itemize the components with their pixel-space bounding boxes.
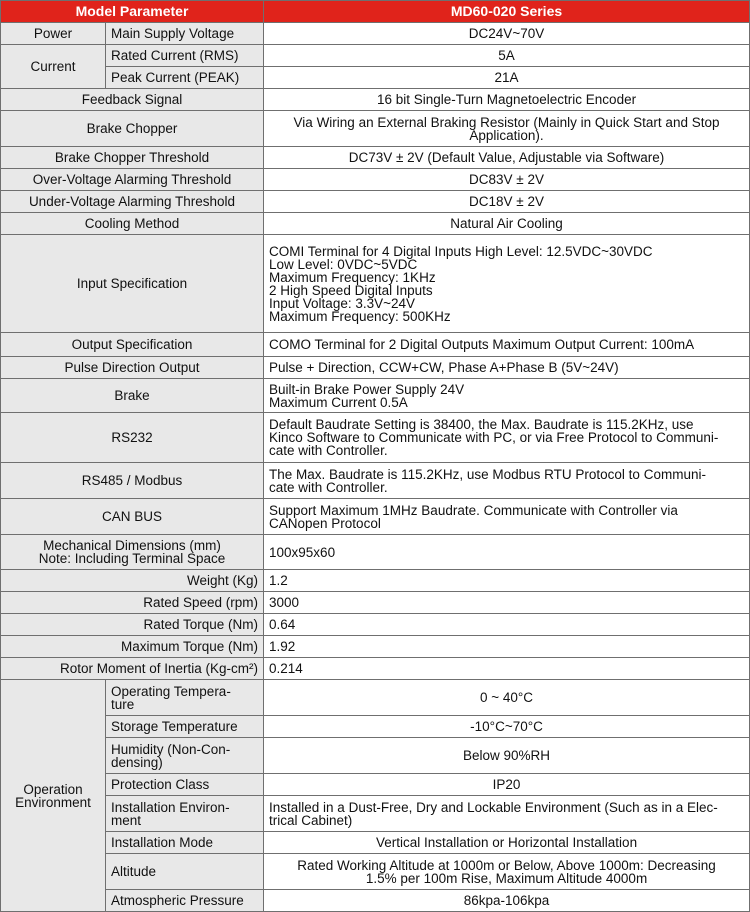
table-row <box>1 235 750 333</box>
power-sub-label: Main Supply Voltage <box>106 23 264 45</box>
under-voltage-label: Under-Voltage Alarming Threshold <box>1 191 264 213</box>
header-row <box>1 1 750 23</box>
canbus-label: CAN BUS <box>1 499 264 535</box>
rated-torque-value: 0.64 <box>264 614 750 636</box>
table-row <box>1 89 750 111</box>
protection-value: IP20 <box>264 774 750 796</box>
environment-label: Operation Environment <box>1 680 106 912</box>
cooling-value: Natural Air Cooling <box>264 213 750 235</box>
rated-speed-value: 3000 <box>264 592 750 614</box>
table-row <box>1 111 750 147</box>
feedback-label: Feedback Signal <box>1 89 264 111</box>
installation-env-label: Installation Environ- ment <box>106 796 264 832</box>
canbus-value: Support Maximum 1MHz Baudrate. Communicate with Controller via CANopen Protocol <box>264 499 750 535</box>
table-row <box>1 570 750 592</box>
output-spec-value: COMO Terminal for 2 Digital Outputs Maximum Output Current: 100mA <box>264 333 750 357</box>
table-row <box>1 854 750 890</box>
inertia-label: Rotor Moment of Inertia (Kg-cm²) <box>1 658 264 680</box>
operating-temp-label: Operating Tempera- ture <box>106 680 264 716</box>
installation-mode-label: Installation Mode <box>106 832 264 854</box>
table-row <box>1 333 750 357</box>
weight-value: 1.2 <box>264 570 750 592</box>
storage-temp-value: -10°C~70°C <box>264 716 750 738</box>
rs485-value: The Max. Baudrate is 115.2KHz, use Modbus RTU Protocol to Communi- cate with Controller. <box>264 463 750 499</box>
table-row <box>1 716 750 738</box>
input-spec-label: Input Specification <box>1 235 264 333</box>
rs485-label: RS485 / Modbus <box>1 463 264 499</box>
table-row <box>1 592 750 614</box>
over-voltage-label: Over-Voltage Alarming Threshold <box>1 169 264 191</box>
over-voltage-value: DC83V ± 2V <box>264 169 750 191</box>
operating-temp-value: 0 ~ 40°C <box>264 680 750 716</box>
brake-chopper-label: Brake Chopper <box>1 111 264 147</box>
table-row <box>1 45 750 67</box>
table-row <box>1 499 750 535</box>
current-label: Current <box>1 45 106 89</box>
pulse-direction-value: Pulse + Direction, CCW+CW, Phase A+Phase B (5V~24V) <box>264 357 750 379</box>
humidity-label: Humidity (Non-Con- densing) <box>106 738 264 774</box>
protection-label: Protection Class <box>106 774 264 796</box>
table-row <box>1 796 750 832</box>
pressure-label: Atmospheric Pressure <box>106 890 264 912</box>
brake-label: Brake <box>1 379 264 413</box>
dimensions-label: Mechanical Dimensions (mm) Note: Including Terminal Space <box>1 535 264 570</box>
peak-current-value: 21A <box>264 67 750 89</box>
power-value: DC24V~70V <box>264 23 750 45</box>
brake-chopper-threshold-label: Brake Chopper Threshold <box>1 147 264 169</box>
table-row <box>1 774 750 796</box>
rated-torque-label: Rated Torque (Nm) <box>1 614 264 636</box>
pulse-direction-label: Pulse Direction Output <box>1 357 264 379</box>
table-row <box>1 191 750 213</box>
rs232-value: Default Baudrate Setting is 38400, the Max. Baudrate is 115.2KHz, use Kinco Software to Communicate with PC, or via Free Protocol to Communi- cate with Controller. <box>264 413 750 463</box>
under-voltage-value: DC18V ± 2V <box>264 191 750 213</box>
cooling-label: Cooling Method <box>1 213 264 235</box>
table-row <box>1 738 750 774</box>
dimensions-value: 100x95x60 <box>264 535 750 570</box>
pressure-value: 86kpa-106kpa <box>264 890 750 912</box>
feedback-value: 16 bit Single-Turn Magnetoelectric Encoder <box>264 89 750 111</box>
brake-chopper-threshold-value: DC73V ± 2V (Default Value, Adjustable via Software) <box>264 147 750 169</box>
max-torque-value: 1.92 <box>264 636 750 658</box>
table-row <box>1 614 750 636</box>
table-row <box>1 535 750 570</box>
table-row <box>1 169 750 191</box>
header-parameter: Model Parameter <box>1 1 264 23</box>
table-row <box>1 463 750 499</box>
weight-label: Weight (Kg) <box>1 570 264 592</box>
altitude-label: Altitude <box>106 854 264 890</box>
table-row <box>1 379 750 413</box>
table-row <box>1 23 750 45</box>
storage-temp-label: Storage Temperature <box>106 716 264 738</box>
table-row <box>1 413 750 463</box>
inertia-value: 0.214 <box>264 658 750 680</box>
max-torque-label: Maximum Torque (Nm) <box>1 636 264 658</box>
table-row <box>1 680 750 716</box>
table-row <box>1 658 750 680</box>
rs232-label: RS232 <box>1 413 264 463</box>
table-row <box>1 832 750 854</box>
installation-mode-value: Vertical Installation or Horizontal Installation <box>264 832 750 854</box>
header-model: MD60-020 Series <box>264 1 750 23</box>
table-row <box>1 890 750 912</box>
output-spec-label: Output Specification <box>1 333 264 357</box>
rated-current-value: 5A <box>264 45 750 67</box>
table-row <box>1 213 750 235</box>
table-row <box>1 147 750 169</box>
brake-chopper-value: Via Wiring an External Braking Resistor (Mainly in Quick Start and Stop Application). <box>264 111 750 147</box>
humidity-value: Below 90%RH <box>264 738 750 774</box>
brake-value: Built-in Brake Power Supply 24V Maximum Current 0.5A <box>264 379 750 413</box>
altitude-value: Rated Working Altitude at 1000m or Below, Above 1000m: Decreasing 1.5% per 100m Rise, Maximum Altitude 4000m <box>264 854 750 890</box>
installation-env-value: Installed in a Dust-Free, Dry and Lockable Environment (Such as in a Elec- trical Cabinet) <box>264 796 750 832</box>
power-label: Power <box>1 23 106 45</box>
input-spec-value: COMI Terminal for 4 Digital Inputs High Level: 12.5VDC~30VDC Low Level: 0VDC~5VDC Maximum Frequency: 1KHz 2 High Speed Digital Inputs Input Voltage: 3.3V~24V Maximum Frequency: 500KHz <box>264 235 750 333</box>
table-row <box>1 636 750 658</box>
table-row <box>1 67 750 89</box>
rated-speed-label: Rated Speed (rpm) <box>1 592 264 614</box>
rated-current-label: Rated Current (RMS) <box>106 45 264 67</box>
peak-current-label: Peak Current (PEAK) <box>106 67 264 89</box>
table-row <box>1 357 750 379</box>
